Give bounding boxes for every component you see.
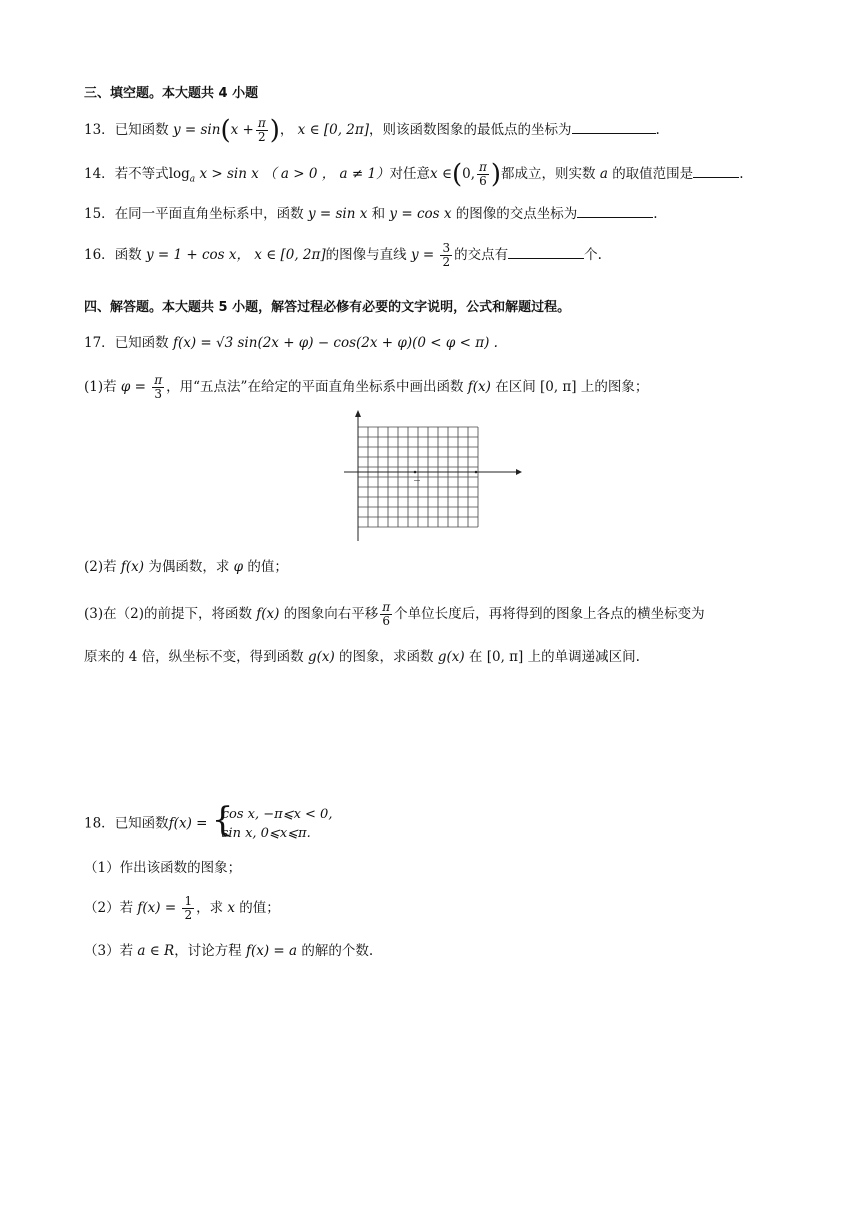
answer-blank[interactable] xyxy=(577,203,653,218)
math-expr: f(x) = √3 sin(2x + φ) − cos(2x + φ)(0 < φ < π) . xyxy=(168,335,498,351)
question-number: 17． xyxy=(84,335,115,351)
question-number: 13． xyxy=(84,122,115,138)
y-axis-arrow xyxy=(355,410,361,417)
question-text: 已知函数 xyxy=(114,335,169,351)
question-number: 15． xyxy=(84,206,115,222)
question-number: 16． xyxy=(84,247,115,263)
math-expr: x ∈ xyxy=(430,166,452,182)
math-expr: log xyxy=(168,166,190,182)
question-text: ，则该函数图象的最低点的坐标为 xyxy=(369,122,572,138)
math-expr: y = sin x xyxy=(303,206,372,222)
math-expr: x ∈ [0, 2π] xyxy=(297,122,370,138)
question-number: 14． xyxy=(84,166,115,182)
question-16: 16．函数 y = 1 + cos x， x ∈ [0, 2π]的图像与直线 y = $\frac{3}{2}$ 的交点有 个. xyxy=(84,241,602,269)
section-4-heading: 四、解答题。本大题共 5 小题，解答过程必修有必要的文字说明，公式和解题过程。 xyxy=(84,300,571,315)
section-3-heading: 三、填空题。本大题共 4 小题 xyxy=(84,86,259,101)
math-expr: x > sin x xyxy=(195,166,259,182)
answer-blank[interactable] xyxy=(572,119,656,134)
fraction: $\frac{\pi}{2}$ xyxy=(257,116,266,144)
answer-blank[interactable] xyxy=(693,163,739,178)
question-17 xyxy=(84,333,498,353)
tick-mark-pi xyxy=(475,471,478,474)
question-text: 在同一平面直角坐标系中，函数 xyxy=(114,206,304,222)
fraction: $\frac{\pi}{6}$ xyxy=(479,160,487,188)
question-text: 对任意 xyxy=(389,166,431,182)
coordinate-grid-figure xyxy=(338,405,524,545)
math-expr: x + xyxy=(230,122,254,138)
question-18 xyxy=(84,800,333,843)
question-13: 13．已知函数 y = sin(x + $\frac{\pi}{2}$ )， x ∈ [0, 2π]，则该函数图象的最低点的坐标为 . xyxy=(84,115,660,146)
fraction: $\frac{\pi}{6}$ xyxy=(382,600,391,628)
math-expr: y = cos x xyxy=(385,206,456,222)
question-14: 14．若不等式$\log_a x > \sin x$ （ a > 0 ， a ≠ 1）对任意x ∈(0, $\frac{\pi}{6}$ )都成立，则实数 a 的取值范围是 . xyxy=(84,159,744,190)
tick-mark-half-pi xyxy=(414,471,417,474)
question-text: 函数 xyxy=(114,247,142,263)
x-axis-arrow xyxy=(516,469,522,475)
grid-lines xyxy=(358,427,478,527)
question-number: 18． xyxy=(84,815,115,832)
question-text: 都成立，则实数 xyxy=(501,166,596,182)
question-18-part-1: （1）作出该函数的图象； xyxy=(84,860,242,876)
fraction: $\frac{\pi}{3}$ xyxy=(154,373,163,401)
piecewise-function: { cos x, −π⩽x < 0, sin x, 0⩽x⩽π. xyxy=(211,800,333,841)
question-text: 已知函数 xyxy=(114,122,169,138)
question-17-part-2: (2)若 f(x) 为偶函数，求 φ 的值； xyxy=(84,559,288,575)
question-18-part-2: （2）若 f(x) = $\frac{1}{2}$ ，求 x 的值； xyxy=(84,894,280,922)
question-text: 若不等式 xyxy=(114,166,169,182)
answer-blank[interactable] xyxy=(508,244,584,259)
question-text: 已知函数 xyxy=(114,815,169,832)
math-expr: x ∈ [0, 2π] xyxy=(250,247,326,263)
math-expr: y = 1 + cos x， xyxy=(141,247,251,263)
question-17-part-3: (3)在（2)的前提下，将函数 f(x) 的图象向右平移 $\frac{\pi}{6}$ 个单位长度后，再将得到的图象上各点的横坐标变为 xyxy=(84,600,705,628)
question-18-part-3: （3）若 a ∈ R，讨论方程 f(x) = a 的解的个数. xyxy=(84,943,374,959)
question-15: 15．在同一平面直角坐标系中，函数 y = sin x 和 y = cos x 的图像的交点坐标为 . xyxy=(84,203,658,224)
fraction: $\frac{3}{2}$ xyxy=(442,241,451,269)
math-expr: y = sin xyxy=(172,122,221,138)
math-expr: （ a > 0 ， a ≠ 1） xyxy=(263,166,390,182)
question-17-part-3-cont: 原来的 4 倍，纵坐标不变，得到函数 g(x) 的图象，求函数 g(x) 在 [0, π] 上的单调递减区间. xyxy=(84,649,640,665)
fraction: $\frac{1}{2}$ xyxy=(184,894,193,922)
math-expr: f(x) = xyxy=(168,815,208,832)
question-17-part-1: (1)若 φ = $\frac{\pi}{3}$ ，用“五点法”在给定的平面直角坐标系中画出函数 f(x) 在区间 [0, π] 上的图象； xyxy=(84,373,649,401)
